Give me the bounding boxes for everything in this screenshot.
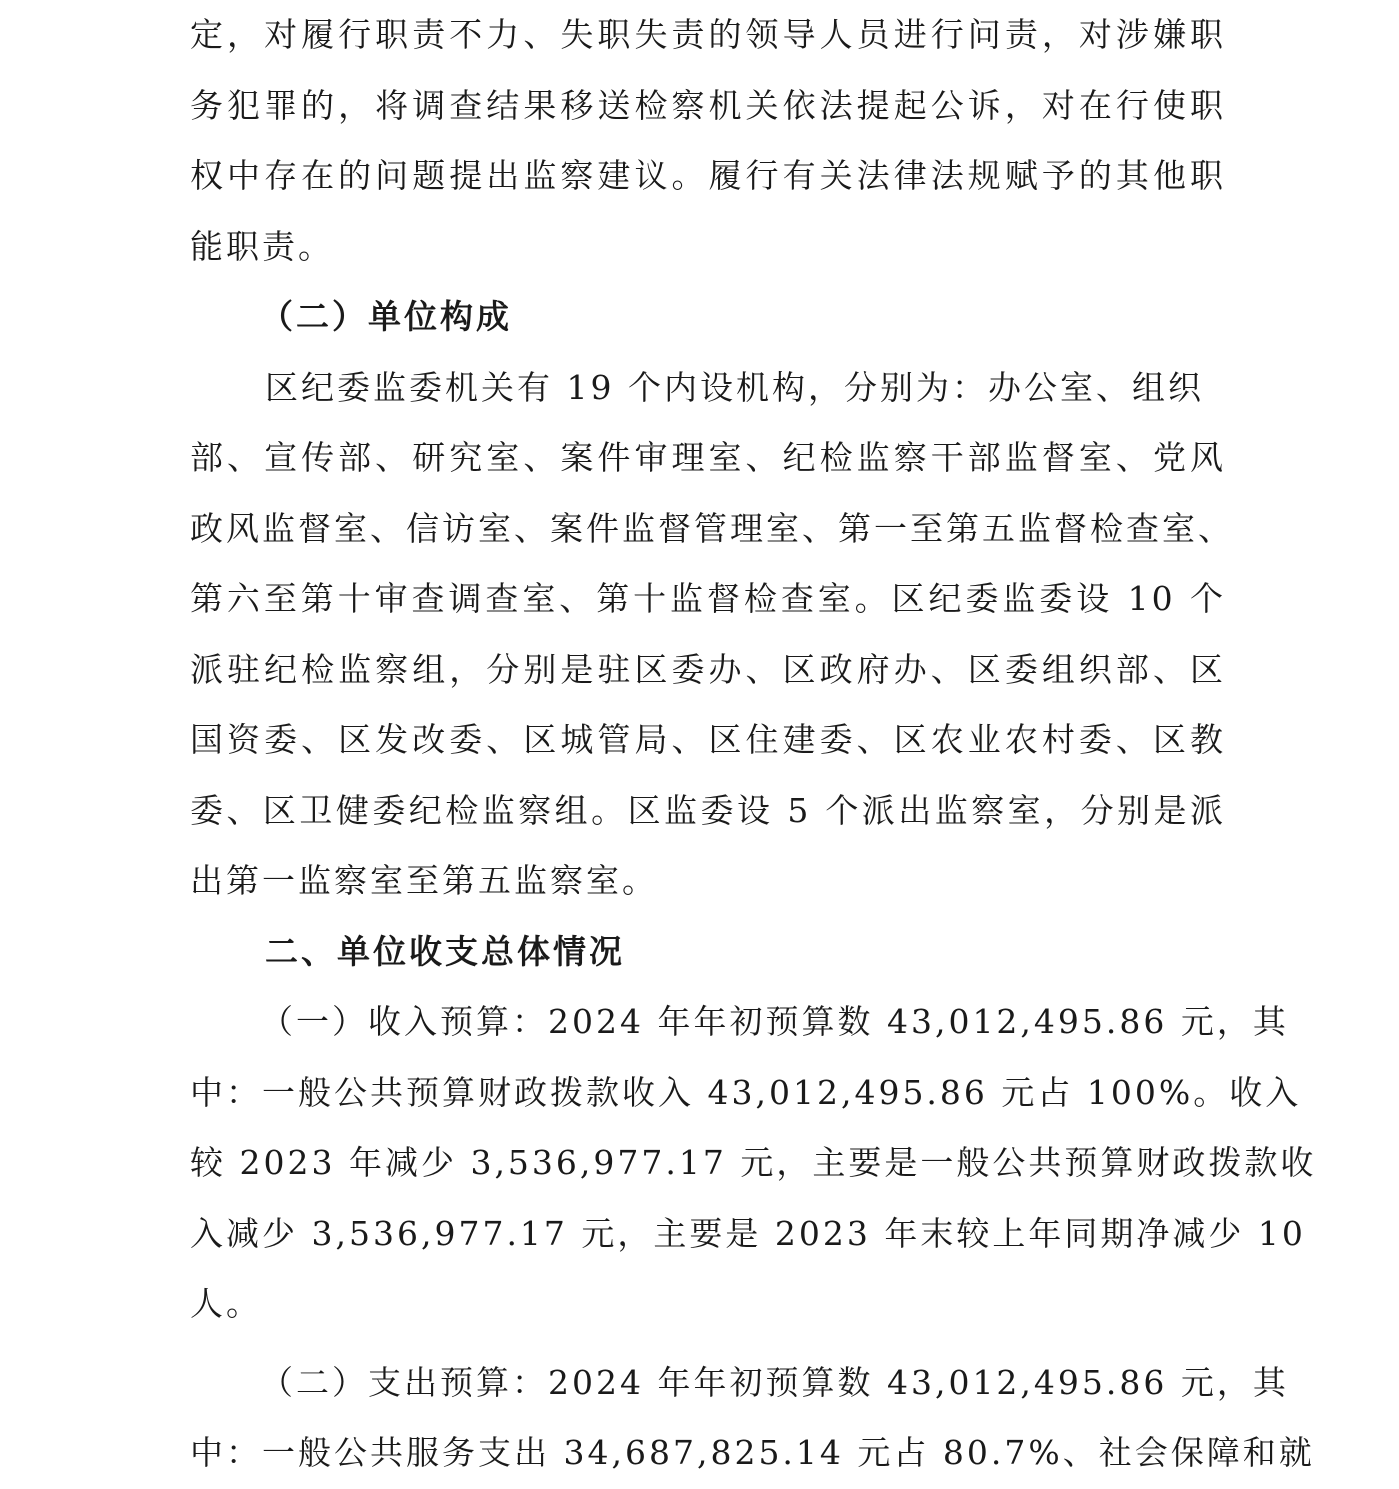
heading-income-expenditure: 二、单位收支总体情况: [265, 931, 625, 971]
paragraph-unit-composition: [190, 353, 1250, 917]
text-line: 较 2023 年减少 3,536,977.17 元，主要是一般公共预算财政拨款收: [190, 1143, 1317, 1182]
text-line: 定，对履行职责不力、失职失责的领导人员进行问责，对涉嫌职: [190, 15, 1226, 54]
text-line: （二）支出预算：2024 年年初预算数 43,012,495.86 元，其: [260, 1362, 1289, 1402]
text-line: 第六至第十审查调查室、第十监督检查室。区纪委监委设 10 个: [190, 579, 1226, 618]
text-line: 国资委、区发改委、区城管局、区住建委、区农业农村委、区教: [190, 720, 1226, 759]
text-line: 人。: [190, 1284, 262, 1323]
text-line: 出第一监察室至第五监察室。: [190, 861, 658, 900]
text-line: 能职责。: [190, 226, 334, 266]
text-line: 入减少 3,536,977.17 元，主要是 2023 年末较上年同期净减少 10: [190, 1213, 1306, 1253]
text-line: 政风监督室、信访室、案件监督管理室、第一至第五监督检查室、: [190, 508, 1234, 548]
text-line: 务犯罪的，将调查结果移送检察机关依法提起公诉，对在行使职: [190, 85, 1226, 125]
paragraph-income-budget: [190, 987, 1317, 1340]
text-line: 中：一般公共预算财政拨款收入 43,012,495.86 元占 100%。收入: [190, 1072, 1302, 1112]
paragraph-duties: [190, 0, 1250, 282]
paragraph-expenditure-budget: [190, 1348, 1315, 1489]
text-line: 派驻纪检监察组，分别是驻区委办、区政府办、区委组织部、区: [190, 649, 1226, 689]
text-line: 权中存在的问题提出监察建议。履行有关法律法规赋予的其他职: [190, 156, 1226, 195]
text-line: 区纪委监委机关有 19 个内设机构，分别为：办公室、组织: [265, 367, 1204, 407]
text-line: 中：一般公共服务支出 34,687,825.14 元占 80.7%、社会保障和就: [190, 1433, 1315, 1472]
text-line: 部、宣传部、研究室、案件审理室、纪检监察干部监督室、党风: [190, 438, 1226, 477]
text-line: （一）收入预算：2024 年年初预算数 43,012,495.86 元，其: [260, 1002, 1289, 1041]
heading-unit-composition: （二）单位构成: [260, 297, 512, 336]
text-line: 委、区卫健委纪检监察组。区监委设 5 个派出监察室，分别是派: [190, 790, 1226, 830]
document-page: [190, 0, 1317, 1489]
paragraph-gap: [190, 1340, 1250, 1348]
